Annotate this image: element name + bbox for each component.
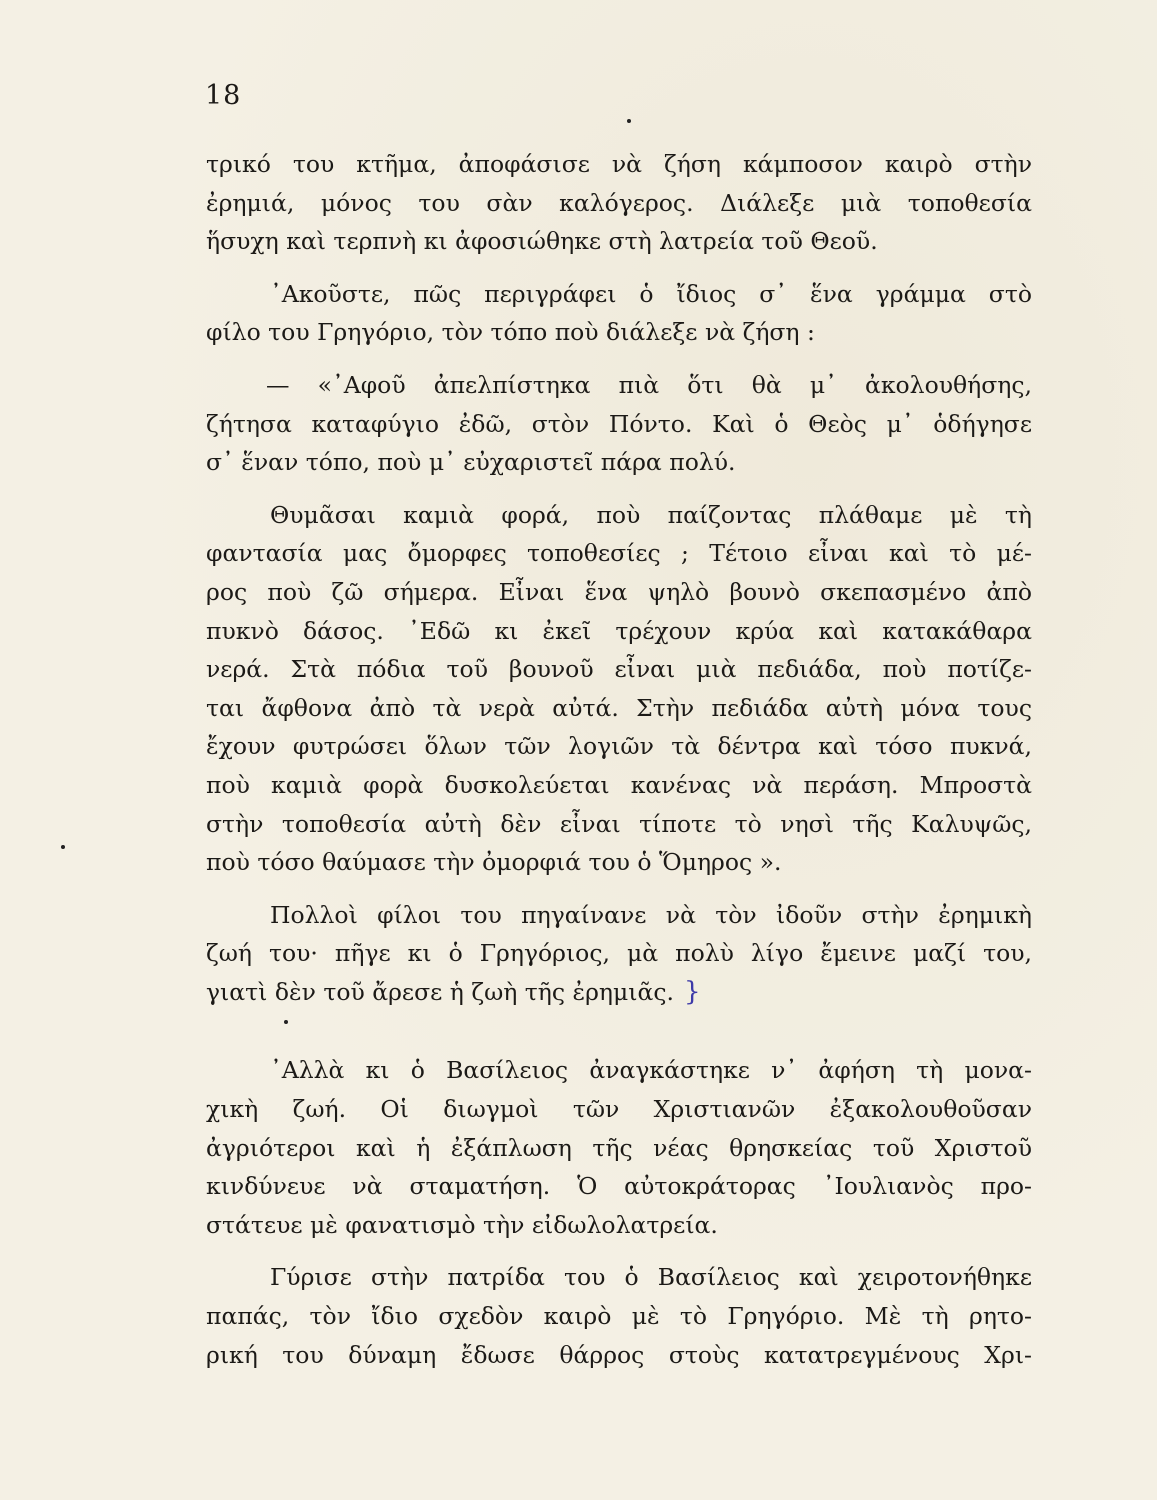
text-line: Θυμᾶσαι καμιὰ φορά, ποὺ παίζοντας πλάθαμε μὲ τὴ xyxy=(270,500,1032,529)
text-line: ἀγριότεροι καὶ ἡ ἐξάπλωση τῆς νέας θρησκείας τοῦ Χριστοῦ xyxy=(206,1133,1032,1162)
page-number: 18 xyxy=(205,80,242,111)
text-line: ται ἄφθονα ἀπὸ τὰ νερὰ αὐτά. Στὴν πεδιάδα αὐτὴ μόνα τους xyxy=(206,693,1032,722)
text-line: Πολλοὶ φίλοι του πηγαίνανε νὰ τὸν ἰδοῦν στὴν ἐρημικὴ xyxy=(270,900,1032,929)
text-line: τρικό του κτῆμα, ἀποφάσισε νὰ ζήση κάμποσον καιρὸ στὴν xyxy=(206,150,1032,178)
text-line: παπάς, τὸν ἴδιο σχεδὸν καιρὸ μὲ τὸ Γρηγόριο. Μὲ τὴ ρητο- xyxy=(206,1302,1032,1331)
text-line: κινδύνευε νὰ σταματήση. Ὁ αὐτοκράτορας ᾿Ιουλιανὸς προ- xyxy=(206,1172,1032,1201)
text-line: ᾿Αλλὰ κι ὁ Βασίλειος ἀναγκάστηκε ν᾿ ἀφήση τὴ μονα- xyxy=(270,1056,1032,1085)
ink-dot xyxy=(61,845,65,849)
text-line: ᾿Ακοῦστε, πῶς περιγράφει ὁ ἴδιος σ᾿ ἕνα γράμμα στὸ xyxy=(270,279,1032,308)
body-text xyxy=(206,145,1032,1374)
text-line-content: γιατὶ δὲν τοῦ ἄρεσε ἡ ζωὴ τῆς ἐρημιᾶς. xyxy=(206,977,674,1006)
text-line: φαντασία μας ὄμορφες τοποθεσίες ; Τέτοιο εἶναι καὶ τὸ μέ- xyxy=(206,539,1032,568)
text-line: ρική του δύναμη ἔδωσε θάρρος στοὺς κατατρεγμένους Χρι- xyxy=(206,1340,1032,1369)
text-line: ζήτησα καταφύγιο ἐδῶ, στὸν Πόντο. Καὶ ὁ Θεὸς μ᾿ ὁδήγησε xyxy=(206,409,1032,438)
text-line: πυκνὸ δάσος. ᾿Εδῶ κι ἐκεῖ τρέχουν κρύα καὶ κατακάθαρα xyxy=(206,616,1032,645)
text-line: στὴν τοποθεσία αὐτὴ δὲν εἶναι τίποτε τὸ νησὶ τῆς Καλυψῶς, xyxy=(206,809,1032,838)
handwritten-bracket-mark: } xyxy=(683,976,701,1007)
text-line xyxy=(206,973,1032,1012)
text-line: — «᾿Αφοῦ ἀπελπίστηκα πιὰ ὅτι θὰ μ᾿ ἀκολουθήσης, xyxy=(266,370,1032,399)
text-line: σ᾿ ἕναν τόπο, ποὺ μ᾿ εὐχαριστεῖ πάρα πολύ. xyxy=(206,448,736,477)
text-line: ποὺ καμιὰ φορὰ δυσκολεύεται κανένας νὰ περάση. Μπροστὰ xyxy=(206,770,1032,799)
text-line: ζωή του· πῆγε κι ὁ Γρηγόριος, μὰ πολὺ λίγο ἔμεινε μαζί του, xyxy=(206,939,1032,968)
ink-dot xyxy=(627,119,631,123)
text-line: χικὴ ζωή. Οἱ διωγμοὶ τῶν Χριστιανῶν ἐξακολουθοῦσαν xyxy=(206,1095,1032,1124)
text-line: ἥσυχη καὶ τερπνὴ κι ἀφοσιώθηκε στὴ λατρεία τοῦ Θεοῦ. xyxy=(206,227,878,256)
text-line: ρος ποὺ ζῶ σήμερα. Εἶναι ἕνα ψηλὸ βουνὸ σκεπασμένο ἀπὸ xyxy=(206,577,1032,606)
text-line: στάτευε μὲ φανατισμὸ τὴν εἰδωλολατρεία. xyxy=(206,1210,718,1239)
text-line: νερά. Στὰ πόδια τοῦ βουνοῦ εἶναι μιὰ πεδιάδα, ποὺ ποτίζε- xyxy=(206,655,1032,684)
text-line: ἐρημιά, μόνος του σὰν καλόγερος. Διάλεξε μιὰ τοποθεσία xyxy=(206,188,1032,217)
text-line: φίλο του Γρηγόριο, τὸν τόπο ποὺ διάλεξε νὰ ζήση : xyxy=(206,318,815,347)
text-line: ποὺ τόσο θαύμασε τὴν ὀμορφιά του ὁ Ὅμηρος ». xyxy=(206,848,782,877)
text-line: Γύρισε στὴν πατρίδα του ὁ Βασίλειος καὶ χειροτονήθηκε xyxy=(270,1263,1032,1292)
text-line: ἔχουν φυτρώσει ὅλων τῶν λογιῶν τὰ δέντρα καὶ τόσο πυκνά, xyxy=(206,732,1032,761)
